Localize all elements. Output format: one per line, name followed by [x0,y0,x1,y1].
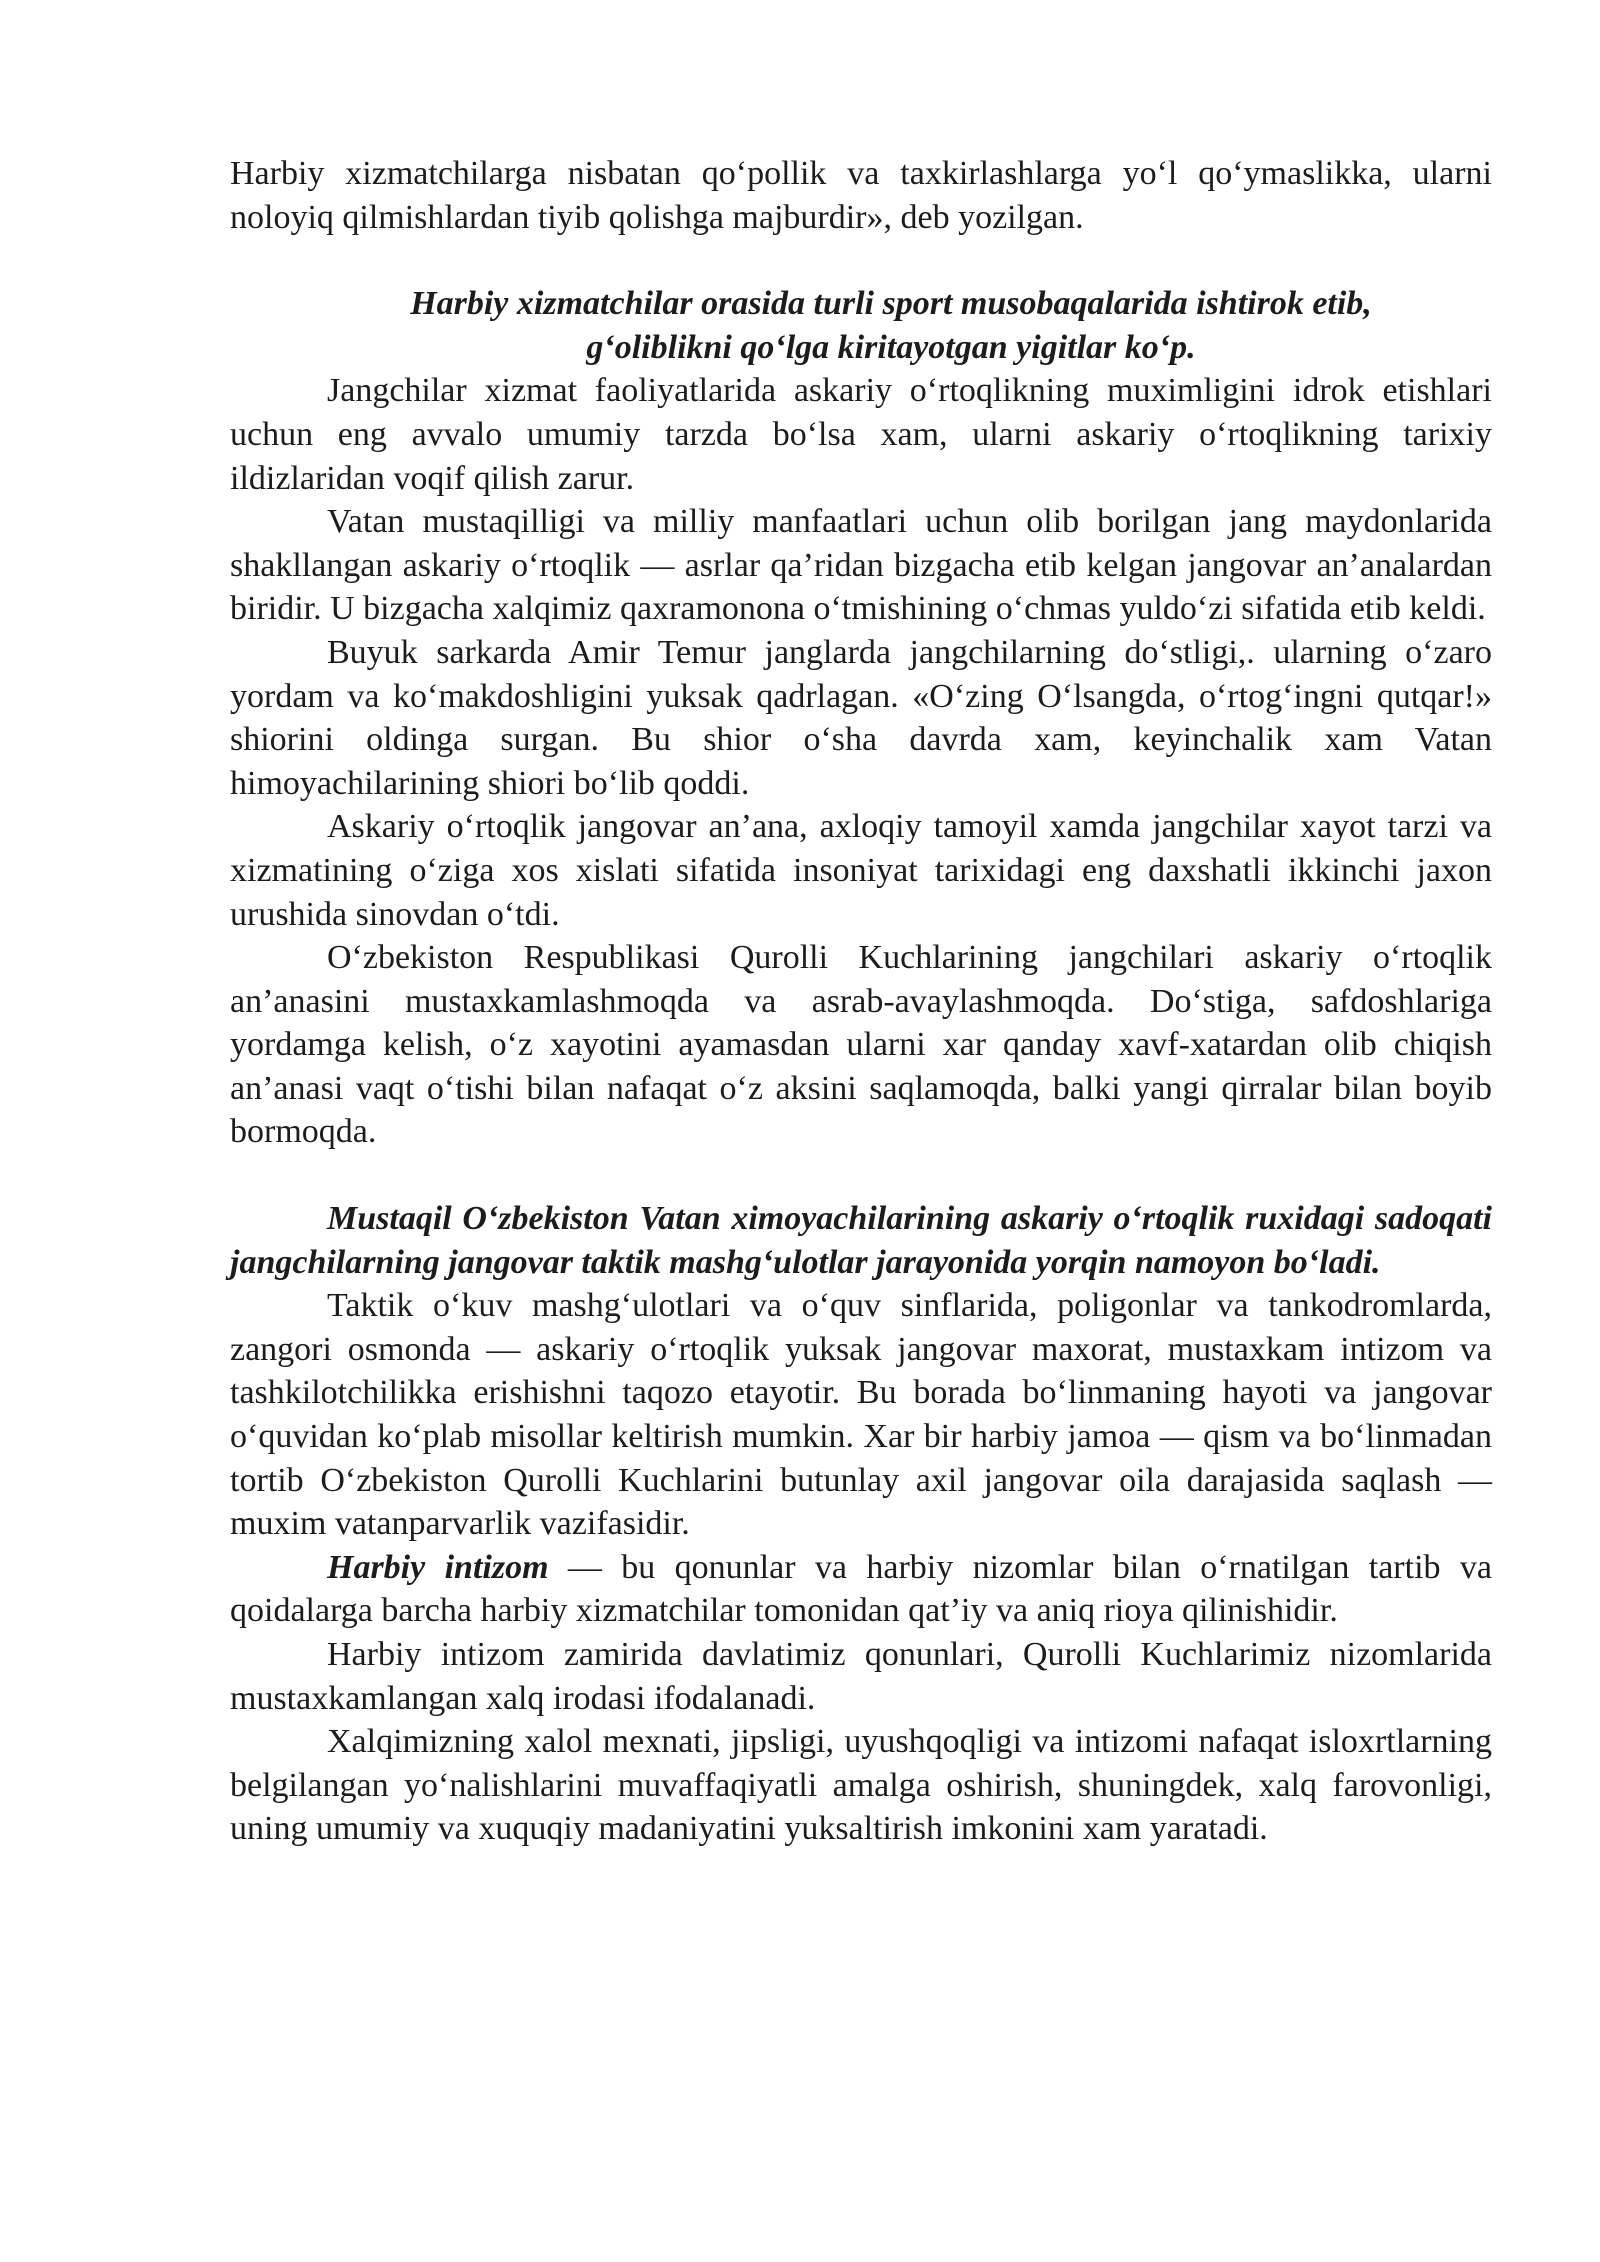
section-heading-sport [230,282,1492,369]
paragraph-world-war: Askariy o‘rtoqlik jangovar an’ana, axloqiy tamoyil xamda jangchilar xayot tarzi va xizmatining o‘ziga xos xislati sifatida insoniyat tarixidagi eng daxshatli ikkinchi jaxon urushida sinovdan o‘tdi. [230,808,1492,933]
definition-military-discipline: — bu qonunlar va harbiy nizomlar bilan o‘rnatilgan tartib va qoidalarga barcha harbiy xizmatchilar tomonidan qat’iy va aniq rioya qilinishidir. [230,1548,1492,1630]
section-heading-sport-line1: Harbiy xizmatchilar orasida turli sport musobaqalarida ishtirok etib, [410,285,1372,323]
paragraph-people-labor: Xalqimizning xalol mexnati, jipsligi, uyushqoqligi va intizomi nafaqat isloxrtlarning belgilangan yo‘nalishlarini muvaffaqiyatli amalga oshirish, shuningdek, xalq farovonligi, uning umumiy va xuquqiy madaniyatini yuksaltirish imkonini xam yaratadi. [230,1723,1492,1848]
paragraph-amir-temur: Buyuk sarkarda Amir Temur janglarda jangchilarning do‘stligi,. ularning o‘zaro yordam va ko‘makdoshligini yuksak qadrlagan. «O‘zing O‘lsangda, o‘rtog‘ingni qutqar!» shiorini oldinga surgan. Bu shior o‘sha davrda xam, keyinchalik xam Vatan himoyachilarining shiori bo‘lib qoddi. [230,633,1492,802]
paragraph-tactical-training: Taktik o‘kuv mashg‘ulotlari va o‘quv sinflarida, poligonlar va tankodromlarda, zangori osmonda — askariy o‘rtoqlik yuksak jangovar maxorat, mustaxkam intizom va tashkilotchilikka erishishni taqozo etayotir. Bu borada bo‘linmaning hayoti va jangovar o‘quvidan ko‘plab misollar keltirish mumkin. Xar bir harbiy jamoa — qism va bo‘linmadan tortib O‘zbekiston Qurolli Kuchlarini butunlay axil jangovar oila darajasida saqlash — muxim vatanparvarlik vazifasidir. [230,1287,1492,1543]
section-heading-sport-line2: g‘oliblikni qo‘lga kiritayotgan yigitlar ko‘p. [586,328,1196,366]
paragraph-military-discipline [230,1546,1492,1633]
term-military-discipline: Harbiy intizom [327,1548,549,1586]
paragraph-armed-forces: O‘zbekiston Respublikasi Qurolli Kuchlarining jangchilari askariy o‘rtoqlik an’anasini mustaxkamlashmoqda va asrab-avaylashmoqda. Do‘stiga, safdoshlariga yordamga kelish, o‘z xayotini ayamasdan ularni xar qanday xavf-xatardan olib chiqish an’anasi vaqt o‘tishi bilan nafaqat o‘z aksini saqlamoqda, balki yangi qirralar bilan boyib bormoqda. [230,939,1492,1151]
section-heading-loyalty: Mustaqil O‘zbekiston Vatan ximoyachilarining askariy o‘rtoqlik ruxidagi sadoqati jangchilarning jangovar taktik mashg‘ulotlar jarayonida yorqin namoyon bo‘ladi. [230,1200,1492,1281]
paragraph-homeland-tradition: Vatan mustaqilligi va milliy manfaatlari uchun olib borilgan jang maydonlarida shakllangan askariy o‘rtoqlik — asrlar qa’ridan bizgacha etib kelgan jangovar an’analardan biridir. U bizgacha xalqimiz qaxramonona o‘tmishining o‘chmas yuldo‘zi sifatida etib keldi. [230,503,1492,628]
document-page [230,152,1492,1851]
paragraph-discipline-basis: Harbiy intizom zamirida davlatimiz qonunlari, Qurolli Kuchlarimiz nizomlarida mustaxkamlangan xalq irodasi ifodalanadi. [230,1636,1492,1717]
paragraph-continuation: Harbiy xizmatchilarga nisbatan qo‘pollik va taxkirlashlarga yo‘l qo‘ymaslikka, ularni noloyiq qilmishlardan tiyib qolishga majburdir», deb yozilgan. [230,155,1492,236]
paragraph-comradeship-roots: Jangchilar xizmat faoliyatlarida askariy o‘rtoqlikning muximligini idrok etishlari uchun eng avvalo umumiy tarzda bo‘lsa xam, ularni askariy o‘rtoqlikning tarixiy ildizlaridan voqif qilish zarur. [230,372,1492,497]
